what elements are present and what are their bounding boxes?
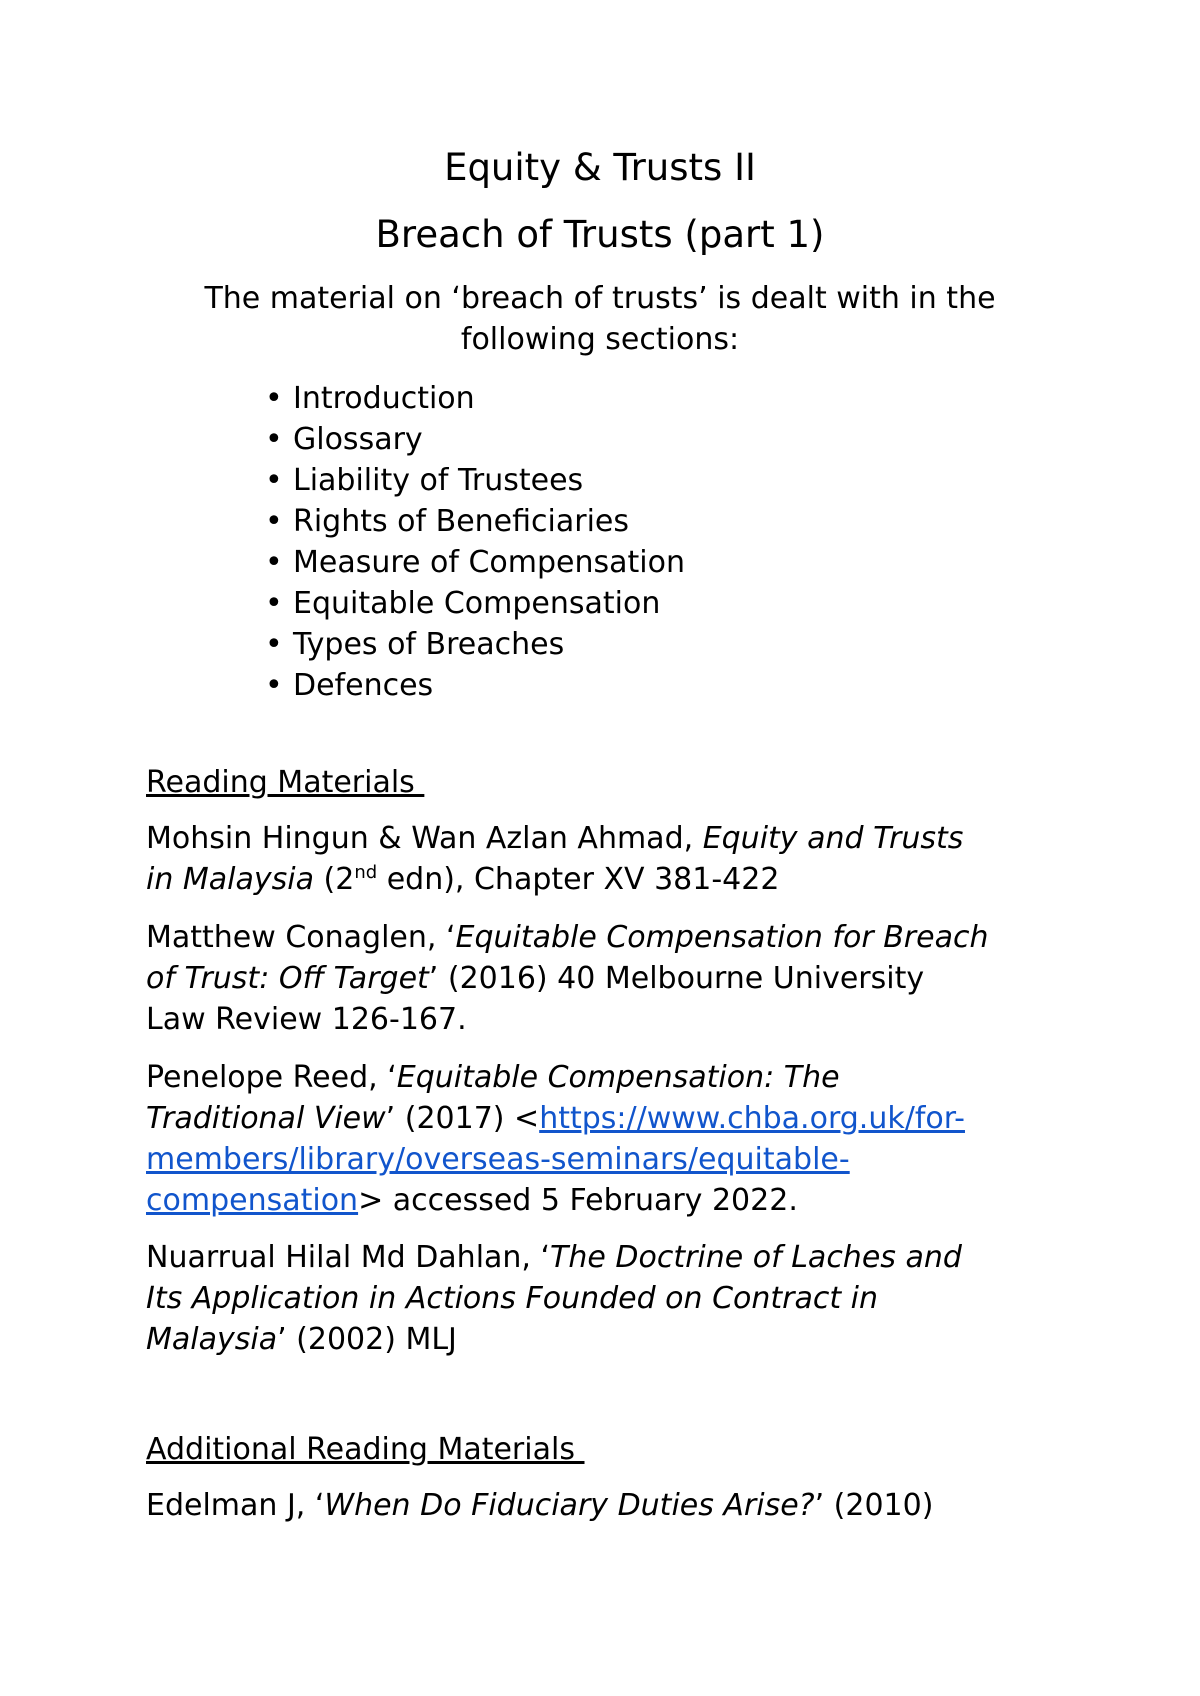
reading-reference-4: [146, 1237, 1086, 1360]
reference-title: Equity and Trusts: [702, 821, 964, 856]
section-item-label: Liability of Trustees: [293, 463, 584, 498]
reference-line: [146, 818, 1086, 859]
bullet-icon: •: [265, 504, 283, 539]
reading-materials-heading: Reading Materials: [146, 765, 425, 800]
reference-edition: (2: [313, 862, 355, 897]
reference-line: [146, 1485, 1086, 1526]
reference-title: When Do Fiduciary Duties Arise?: [324, 1488, 815, 1523]
section-item-label: Defences: [293, 668, 434, 703]
reference-title: Equitable Compensation: The: [396, 1060, 840, 1095]
bullet-icon: •: [265, 586, 283, 621]
section-item-label: Rights of Beneficiaries: [293, 504, 629, 539]
intro-paragraph: [0, 278, 1200, 360]
section-item-label: Equitable Compensation: [293, 586, 661, 621]
reference-title: Malaysia: [146, 1322, 278, 1357]
bullet-icon: •: [265, 422, 283, 457]
list-item: [265, 583, 685, 624]
reference-title: The Doctrine of Laches and: [550, 1240, 962, 1275]
section-item-label: Introduction: [293, 381, 475, 416]
reference-line: Law Review 126-167.: [146, 1002, 467, 1037]
reference-author: Penelope Reed, ‘: [146, 1060, 397, 1095]
reference-title: Traditional View: [146, 1101, 386, 1136]
document-subtitle: Breach of Trusts (part 1): [375, 213, 825, 256]
list-item: [265, 378, 685, 419]
reference-url-link[interactable]: https://www.chba.org.uk/for-: [539, 1101, 965, 1136]
sections-list: [265, 378, 685, 706]
edition-superscript: nd: [354, 862, 378, 883]
reference-title: in Malaysia: [146, 862, 314, 897]
reference-accessed: > accessed 5 February 2022.: [358, 1183, 798, 1218]
reference-title: Equitable Compensation for Breach: [455, 920, 989, 955]
list-item: [265, 419, 685, 460]
reference-source: ’ (2002) MLJ: [277, 1322, 457, 1357]
reference-author: Mohsin Hingun & Wan Azlan Ahmad,: [146, 821, 703, 856]
reference-line: [146, 958, 1086, 999]
bullet-icon: •: [265, 463, 283, 498]
reference-line: [146, 859, 1086, 900]
reference-source: ’ (2016) 40 Melbourne University: [428, 961, 925, 996]
reference-line: [146, 1319, 1086, 1360]
reference-url-link[interactable]: compensation: [146, 1183, 359, 1218]
reference-chapter: edn), Chapter XV 381-422: [377, 862, 780, 897]
list-item: [265, 460, 685, 501]
section-item-label: Glossary: [293, 422, 423, 457]
list-item: [265, 665, 685, 706]
reference-year: ’ (2010): [814, 1488, 934, 1523]
reference-line: [146, 1098, 1086, 1139]
list-item: [265, 624, 685, 665]
reference-line: [146, 1237, 1086, 1278]
bullet-icon: •: [265, 545, 283, 580]
intro-line-2: following sections:: [460, 322, 740, 357]
reading-reference-2: [146, 917, 1086, 1040]
section-item-label: Measure of Compensation: [293, 545, 686, 580]
reference-title: Its Application in Actions Founded on Contract in: [146, 1281, 879, 1316]
list-item: [265, 542, 685, 583]
reference-title: of Trust: Off Target: [146, 961, 429, 996]
section-item-label: Types of Breaches: [293, 627, 565, 662]
intro-line-1: The material on ‘breach of trusts’ is dealt with in the: [204, 281, 996, 316]
reference-author: Edelman J, ‘: [146, 1488, 325, 1523]
reading-reference-3: [146, 1057, 1086, 1221]
reference-line: [146, 1278, 1086, 1319]
reference-year: ’ (2017) <: [385, 1101, 540, 1136]
reference-url-link[interactable]: members/library/overseas-seminars/equitable-: [146, 1142, 850, 1177]
additional-reference-1: [146, 1485, 1086, 1526]
reference-line: [146, 917, 1086, 958]
reading-reference-1: [146, 818, 1086, 900]
bullet-icon: •: [265, 381, 283, 416]
additional-reading-heading: Additional Reading Materials: [146, 1432, 585, 1467]
document-title: Equity & Trusts II: [444, 146, 756, 189]
list-item: [265, 501, 685, 542]
reference-author: Matthew Conaglen, ‘: [146, 920, 456, 955]
bullet-icon: •: [265, 668, 283, 703]
reference-line: [146, 1139, 1086, 1180]
reference-line: [146, 1057, 1086, 1098]
reference-line: [146, 1180, 1086, 1221]
reference-author: Nuarrual Hilal Md Dahlan, ‘: [146, 1240, 551, 1275]
bullet-icon: •: [265, 627, 283, 662]
